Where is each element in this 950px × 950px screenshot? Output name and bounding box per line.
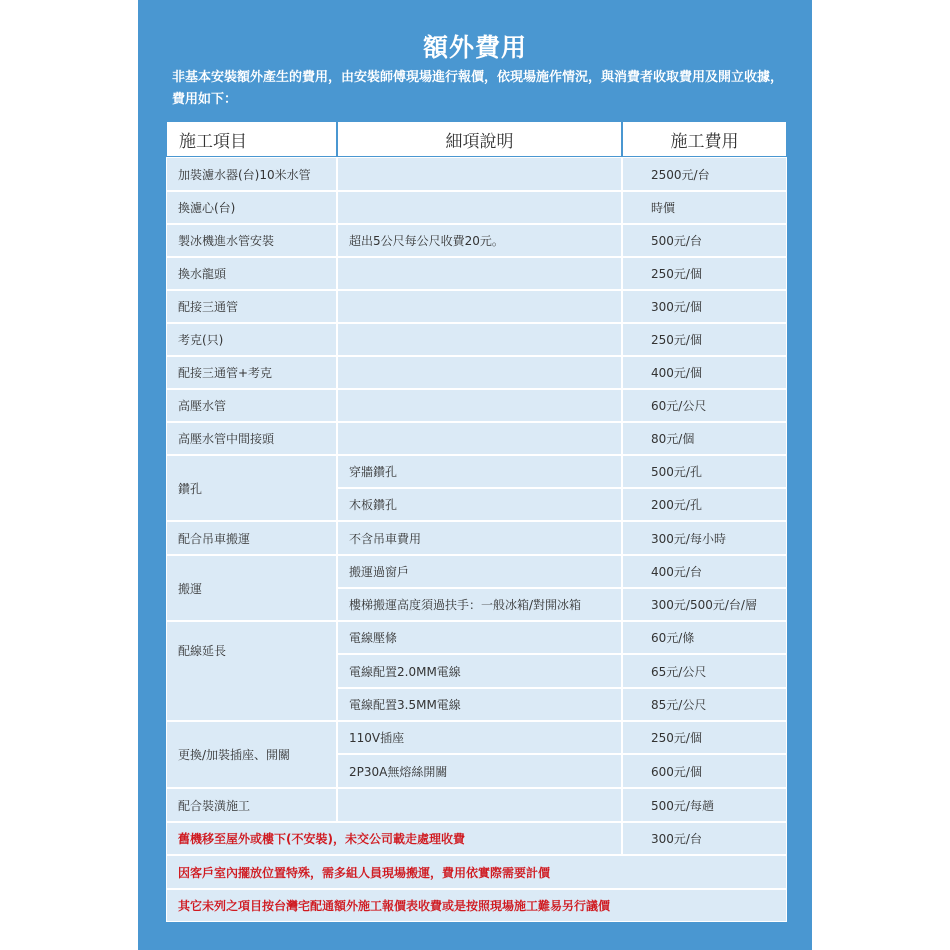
fee-cell: 500元/台 — [622, 224, 787, 257]
detail-cell — [337, 157, 622, 191]
fee-cell: 60元/公尺 — [622, 389, 787, 422]
table-row — [166, 521, 787, 555]
table-row — [166, 788, 787, 822]
detail-cell: 2P30A無熔絲開關 — [337, 754, 622, 788]
detail-cell: 木板鑽孔 — [337, 488, 622, 521]
header-item: 施工項目 — [166, 121, 337, 157]
table-row — [166, 257, 787, 290]
detail-cell: 110V插座 — [337, 721, 622, 754]
detail-cell: 電線配置3.5MM電線 — [337, 688, 622, 721]
item-cell: 搬運 — [166, 555, 337, 621]
table-row — [166, 224, 787, 257]
intro-text: 非基本安裝額外產生的費用，由安裝師傅現場進行報價，依現場施作情況，與消費者收取費用及開立收據，費用如下： — [172, 70, 784, 107]
table-row — [166, 323, 787, 356]
table-row — [166, 822, 787, 855]
item-cell: 考克(只) — [166, 323, 337, 356]
table-row — [166, 422, 787, 455]
item-cell: 高壓水管中間接頭 — [166, 422, 337, 455]
fee-cell: 250元/個 — [622, 721, 787, 754]
special-carry-note: 因客戶室內擺放位置特殊，需多組人員現場搬運，費用依實際需要計價 — [166, 855, 787, 889]
detail-cell: 搬運過窗戶 — [337, 555, 622, 588]
header-fee: 施工費用 — [622, 121, 787, 157]
fee-cell: 200元/孔 — [622, 488, 787, 521]
fee-cell: 300元/台 — [622, 822, 787, 855]
detail-cell: 穿牆鑽孔 — [337, 455, 622, 488]
fee-cell: 600元/個 — [622, 754, 787, 788]
table-row — [166, 721, 787, 754]
table-row — [166, 290, 787, 323]
table-row — [166, 389, 787, 422]
fee-cell: 300元/每小時 — [622, 521, 787, 555]
detail-cell: 樓梯搬運高度須過扶手：一般冰箱/對開冰箱 — [337, 588, 622, 621]
detail-cell — [337, 788, 622, 822]
fee-cell: 250元/個 — [622, 323, 787, 356]
fee-cell: 400元/個 — [622, 356, 787, 389]
detail-cell: 不含吊車費用 — [337, 521, 622, 555]
item-cell: 製冰機進水管安裝 — [166, 224, 337, 257]
item-cell: 換濾心(台) — [166, 191, 337, 224]
fee-cell: 60元/條 — [622, 621, 787, 654]
item-cell: 換水龍頭 — [166, 257, 337, 290]
old-unit-note: 舊機移至屋外或樓下(不安裝)，未交公司載走處理收費 — [166, 822, 622, 855]
detail-cell — [337, 389, 622, 422]
detail-cell: 電線壓條 — [337, 621, 622, 654]
detail-cell — [337, 323, 622, 356]
fee-cell: 65元/公尺 — [622, 654, 787, 688]
fee-cell: 300元/500元/台/層 — [622, 588, 787, 621]
fee-cell: 250元/個 — [622, 257, 787, 290]
table-row — [166, 191, 787, 224]
page-title: 額外費用 — [422, 33, 527, 62]
header-detail: 細項說明 — [337, 121, 622, 157]
other-items-note: 其它未列之項目按台灣宅配通額外施工報價表收費或是按照現場施工難易另行議價 — [166, 889, 787, 922]
detail-cell — [337, 422, 622, 455]
table-row — [166, 621, 787, 654]
table-row — [166, 157, 787, 191]
fee-cell: 85元/公尺 — [622, 688, 787, 721]
fee-cell: 500元/孔 — [622, 455, 787, 488]
detail-cell: 超出5公尺每公尺收費20元。 — [337, 224, 622, 257]
detail-cell — [337, 356, 622, 389]
item-cell: 配線延長 — [166, 621, 337, 721]
item-cell: 鑽孔 — [166, 455, 337, 521]
item-cell: 配接三通管+考克 — [166, 356, 337, 389]
item-cell: 更換/加裝插座、開關 — [166, 721, 337, 788]
fee-cell: 2500元/台 — [622, 157, 787, 191]
fee-cell: 500元/每趟 — [622, 788, 787, 822]
detail-cell — [337, 290, 622, 323]
table-row — [166, 555, 787, 588]
item-cell: 配接三通管 — [166, 290, 337, 323]
item-cell: 配合吊車搬運 — [166, 521, 337, 555]
detail-cell — [337, 191, 622, 224]
fee-table — [166, 121, 787, 922]
detail-cell: 電線配置2.0MM電線 — [337, 654, 622, 688]
table-header-row — [166, 121, 787, 157]
item-cell: 高壓水管 — [166, 389, 337, 422]
item-cell: 加裝濾水器(台)10米水管 — [166, 157, 337, 191]
table-row — [166, 889, 787, 922]
item-cell: 配合裝潢施工 — [166, 788, 337, 822]
table-row — [166, 455, 787, 488]
fee-cell: 80元/個 — [622, 422, 787, 455]
fee-cell: 時價 — [622, 191, 787, 224]
detail-cell — [337, 257, 622, 290]
fee-cell: 300元/個 — [622, 290, 787, 323]
fee-cell: 400元/台 — [622, 555, 787, 588]
table-row — [166, 356, 787, 389]
table-row — [166, 855, 787, 889]
